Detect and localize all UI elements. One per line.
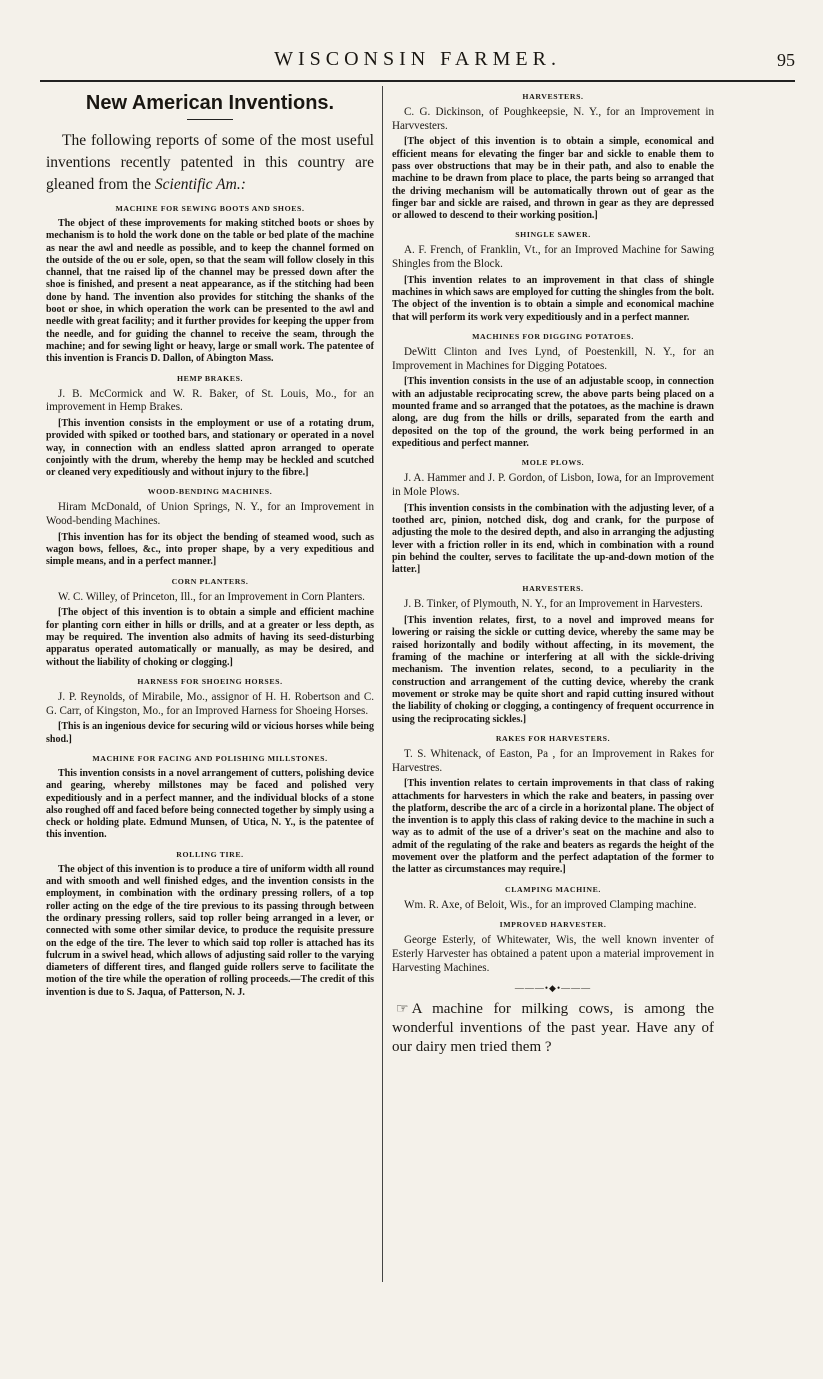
- patent-entry: J. B. Tinker, of Plymouth, N. Y., for an Improvement in Harvesters.: [404, 598, 703, 611]
- section-body: The object of this invention is to produce a tire of uniform width all round and with smooth and well finished edges, and the invention consists in the employment, in combination with the ordinary pressing rollers, of a top roller acting on the edge of the tire previous to its passing through between the ordinary pressing rollers, said top roller being arranged in a lever, or connected with some other similar device, to produce the requisite pressure on the edge of the tire. The lever to which said top roller is attached has its fulcrum in a swivel head, which allows of adjusting said roller to the varying diameters of different tires, and flanged guide rollers serve to facilitate the motion of the tire while the operation of rolling proceeds.—The credit of this invention is due to S. Jaqua, of Patterson, N. J.: [46, 863, 374, 998]
- patent-entry: Wm. R. Axe, of Beloit, Wis., for an improved Clamping machine.: [404, 898, 697, 911]
- section-heading: IMPROVED HARVESTER.: [499, 920, 607, 930]
- column-divider: [382, 86, 383, 1282]
- section-heading: SHINGLE SAWER.: [515, 230, 591, 240]
- section-body: [The object of this invention is to obtain a simple, economical and efficient means for elevating the finger bar and sickle to enable them to pass over obstructions that may be in their path, and also to enable the machine to be drawn from place to place, the parts being so arranged that the driving mechanism will be automatically thrown out of gear as the finger bar and sickle are raised, and thrown in gear as they are depressed or allowed to descend to their working position.]: [392, 136, 714, 222]
- section-heading: MACHINES FOR DIGGING POTATOES.: [472, 332, 634, 342]
- section-body: [This is an ingenious device for securing wild or vicious horses while being shod.]: [46, 721, 374, 745]
- intro-text: The following reports of some of the most useful inventions recently patented in this country are gleaned from the: [46, 132, 374, 193]
- patent-entry: DeWitt Clinton and Ives Lynd, of Poestenkill, N. Y., for an Improvement in Machines for Digging Potatoes.: [392, 346, 714, 372]
- section-body: [This invention has for its object the bending of steamed wood, such as wagon bows, felloes, &c., into proper shape, by a very expeditious and simple means, and in a perfect manner.]: [46, 531, 374, 568]
- section-body: [The object of this invention is to obtain a simple and efficient machine for planting corn either in hills or drills, and at a greater or less depth, as may be required. The invention also admits of having its seed-disturbing apparatus operated automatically or manually, as may be desired, and without the liability of choking or clogging.]: [46, 607, 374, 668]
- masthead: WISCONSIN FARMER.: [274, 48, 561, 70]
- closing-note-text: A machine for milking cows, is among the wonderful inventions of the past year. Have any of our dairy men tried them ?: [392, 1001, 714, 1056]
- intro-paragraph: [46, 130, 374, 196]
- section-heading: MOLE PLOWS.: [521, 458, 585, 468]
- left-column: [46, 88, 374, 999]
- section-heading: WOOD-BENDING MACHINES.: [147, 487, 273, 497]
- pointing-hand-icon: ☞: [396, 1002, 409, 1018]
- article-title: New American Inventions.: [85, 92, 335, 114]
- ornament-divider: ———•◆•———: [514, 983, 592, 994]
- title-rule: [187, 119, 233, 120]
- right-column: [392, 88, 714, 1057]
- section-body: [This invention relates, first, to a novel and improved means for lowering or raising the sickle or cutting device, whereby the same may be raised horizontally and bodily without affecting, in its movement, the framing of the machine or interfering at all with the sickle-driving mechanism. The invention relates, second, to a peculiarity in the construction and arrangement of the cutting device, whereby the crank movement or stroke may be quite short and rapid cutting insured without the liability of choking or clogging, a contingency of frequent occurrence in using the reciprocating sickles.]: [392, 615, 714, 725]
- intro-source: Scientific Am.:: [154, 176, 246, 193]
- patent-entry: J. B. McCormick and W. R. Baker, of St. Louis, Mo., for an improvement in Hemp Brakes.: [46, 387, 374, 414]
- patent-entry: J. A. Hammer and J. P. Gordon, of Lisbon, Iowa, for an Improvement in Mole Plows.: [392, 472, 714, 498]
- patent-entry: A. F. French, of Franklin, Vt., for an Improved Machine for Sawing Shingles from the Block.: [392, 244, 714, 271]
- section-heading: HARNESS FOR SHOEING HORSES.: [137, 676, 283, 686]
- patent-entry: W. C. Willey, of Princeton, Ill., for an Improvement in Corn Planters.: [58, 590, 365, 603]
- patent-entry: J. P. Reynolds, of Mirabile, Mo., assignor of H. H. Robertson and C. G. Carr, of Kingston, Mo., for an Improved Harness for Shoeing Horses.: [46, 690, 374, 717]
- section-heading: CORN PLANTERS.: [171, 576, 249, 586]
- section-heading: HEMP BRAKES.: [176, 373, 244, 383]
- section-heading: MACHINE FOR SEWING BOOTS AND SHOES.: [115, 204, 305, 213]
- section-body: The object of these improvements for making stitched boots or shoes by mechanism is to hold the work done on the table or bed plate of the machine as near the awl and needle as possible, and to keep the channel formed on the outside of the ou er sole, open, so that the seam will follow closely in this channel, that tne raised lip of the channel may be pressed down after the shoe is finished, and present a neat appearance, as if the stitching had been done by hand. The invention also provides for stitching the shanks of the boot or shoe, in which operation the work can be presented to the awl and needle with great facility; and it further provides for keeping the upper from the needle, and for guiding the channel to receive the seam, through the machine; and for sewing light or heavy, large or small work. The patentee of this invention is Francis D. Dallon, of Abington Mass.: [46, 218, 374, 365]
- header-rule: [40, 80, 795, 82]
- section-body: [This invention relates to an improvement in that class of shingle machines in which saws are employed for cutting the shingles from the bolt. The object of the invention is to obtain a simple and economical machine that will perform its work very expeditiously and in a perfect manner.: [392, 274, 714, 323]
- section-body: This invention consists in a novel arrangement of cutters, polishing device and gearing, whereby millstones may be faced and polished very expeditiously and in a perfect manner, and the individual blocks of a stone also roughed off and faced before being connected together by simply using a check or holding plate. Edmund Munsen, of Utica, N. Y., is the patentee of this invention.: [46, 767, 374, 841]
- section-heading: ROLLING TIRE.: [176, 849, 244, 859]
- section-body: [This invention consists in the use of an adjustable scoop, in connection with an adjustable reciprocating screw, the above parts being placed on a mounted frame and so arranged that the potatoes, as the machine is drawn along, are dug from the hills or drills, separated from the earth and deposited on the top of the ground, the work being performed in an expeditious and perfect manner.: [392, 376, 714, 449]
- section-body: [This invention consists in the combination with the adjusting lever, of a toothed arc, pinion, notched disk, dog and crank, for the purpose of adjusting the mole to the desired depth, and also in arranging the adjusting lever with a friction roller in its end, which in combination with a round pin behind the coulter, serves to facilitate the up-and-down motion of the latter.]: [392, 502, 714, 576]
- page-number: 95: [777, 50, 795, 70]
- section-heading: CLAMPING MACHINE.: [505, 884, 601, 894]
- closing-note: [392, 1000, 714, 1057]
- patent-entry: T. S. Whitenack, of Easton, Pa , for an Improvement in Rakes for Harvestres.: [392, 747, 714, 774]
- patent-entry: C. G. Dickinson, of Poughkeepsie, N. Y., for an Improvement in Harvvesters.: [392, 106, 714, 132]
- section-body: [This invention relates to certain improvements in that class of raking attachments for harvesters in which the rake and beaters, in passing over the platform, describe the arc of a circle in a horizontal plane. The object of the invention is to apply this class of raking device to the machine in such a way as to admit of the use of a driver's seat on the machine and also to admit of the regulating of the rake and beaters as regards the height of the movement over the platform and the perfect adaptation of the former to the latter as circumstances may require.]: [392, 778, 714, 876]
- patent-entry: Hiram McDonald, of Union Springs, N. Y., for an Improvement in Wood-bending Machines.: [46, 501, 374, 528]
- section-heading: RAKES FOR HARVESTERS.: [495, 733, 611, 743]
- section-heading: MACHINE FOR FACING AND POLISHING MILLSTONES.: [92, 753, 328, 763]
- section-heading: HARVESTERS.: [522, 584, 584, 594]
- patent-entry: George Esterly, of Whitewater, Wis, the well known inventer of Esterly Harvester has obtained a patent upon a material improvement in Harvesting Machines.: [392, 934, 714, 974]
- page-header: [40, 48, 795, 78]
- section-body: [This invention consists in the employment or use of a rotating drum, provided with spiked or toothed bars, and stationary or operated in a novel way, in connection with an endless slatted apron arranged to operate conjointly with the drum, whereby the hemp may be heckled and scutched or cleaned very expeditiously and without injury to the fibre.]: [46, 417, 374, 479]
- section-heading: HARVESTERS.: [522, 92, 584, 101]
